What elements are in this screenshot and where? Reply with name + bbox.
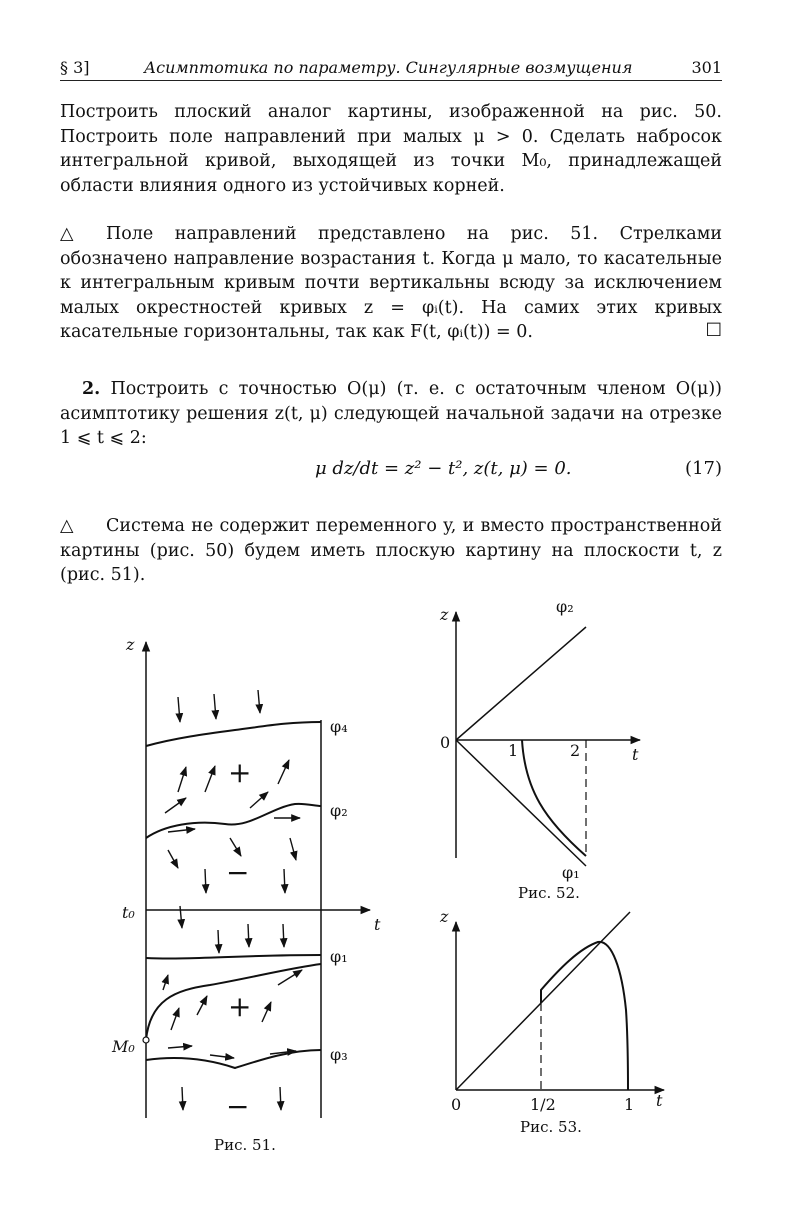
fig51-phi3-label: φ₃ (330, 1045, 348, 1064)
fig52-line-phi2 (456, 627, 586, 740)
curve-phi4 (146, 722, 321, 746)
problem-2-text: Построить с точностью O(μ) (т. е. с остаточным членом O(μ)) асимптотику решения z(t, μ) следующей начальной задачи на отрезке 1 ⩽ t ⩽ 2: (60, 379, 722, 448)
figure-53 (456, 912, 664, 1090)
fig53-caption: Рис. 53. (520, 1118, 582, 1136)
fig53-t-label: t (656, 1091, 663, 1110)
fig53-z-label: z (440, 907, 449, 926)
fig52-tick1: 1 (508, 741, 519, 760)
fig51-labels (111, 635, 381, 1154)
page-number: 301 (691, 58, 722, 77)
fig53-tick1: 1 (624, 1095, 635, 1114)
fig52-line-phi1 (456, 740, 586, 866)
curve-phi3 (146, 1050, 321, 1068)
fig51-phi4-label: φ₄ (330, 717, 348, 736)
qed-square: □ (705, 319, 722, 339)
fig51-z-label: z (126, 635, 135, 654)
fig51-phi1-label: φ₁ (330, 947, 348, 966)
direction-field-arrows (163, 690, 302, 1110)
fig51-m0-label: M₀ (112, 1037, 135, 1056)
fig51-phi2-label: φ₂ (330, 801, 348, 820)
chapter-title: Асимптотика по параметру. Сингулярные возмущения (144, 58, 633, 77)
fig52-z-label: z (440, 605, 449, 624)
triangle-mark: △ (60, 224, 74, 244)
fig52-origin: 0 (440, 733, 451, 752)
fig53-labels (439, 907, 663, 1136)
fig52-phi1-label: φ₁ (562, 863, 580, 882)
fig51-t-label: t (374, 915, 381, 934)
problem-number: 2. (82, 379, 101, 399)
fig51-sign-upper-plus: + (228, 756, 252, 789)
curve-phi2 (146, 804, 321, 838)
fig51-sign-lower-minus: − (226, 1090, 250, 1123)
fig51-caption: Рис. 51. (214, 1136, 276, 1154)
equation-body: μ dz/dt = z² − t², z(t, μ) = 0. (315, 458, 572, 479)
fig51-sign-lower-plus: + (228, 990, 252, 1023)
fig53-tick-half: 1/2 (530, 1095, 556, 1114)
figure-52 (456, 612, 640, 866)
paragraph-task: Построить плоский аналог картины, изображенной на рис. 50. Построить поле направлений при малых μ > 0. Сделать набросок интегральной кривой, выходящей из точки M₀, принадлежащей области влияния одного из устойчивых корней. (60, 102, 722, 196)
section-number: § 3] (60, 58, 90, 77)
point-M0 (143, 1037, 149, 1043)
fig53-solution-curve (541, 942, 628, 1090)
fig52-phi2-label: φ₂ (556, 597, 574, 616)
fig52-t-label: t (632, 745, 639, 764)
fig52-caption: Рис. 52. (518, 884, 580, 902)
solution-1-text: Поле направлений представлено на рис. 51. Стрелками обозначено направление возрастания t. Когда μ мало, то касательные к интегральным кривым почти вертикальны всюду за исключением малых окрестностей кривых z = φᵢ(t). На самих этих кривых касательные горизонтальны, так как F(t, φᵢ(t)) = 0. (60, 224, 722, 342)
fig51-sign-upper-minus: − (226, 856, 250, 889)
fig53-diagonal (456, 912, 630, 1090)
fig52-labels (439, 597, 639, 902)
curve-phi1-upper (146, 955, 321, 958)
triangle-mark: △ (60, 516, 74, 536)
solution-2-text: Система не содержит переменного y, и вместо пространственной картины (рис. 50) будем иметь плоскую картину на плоскости t, z (рис. 51). (60, 516, 722, 585)
equation-number: (17) (685, 458, 722, 479)
fig51-t0-label: t₀ (122, 903, 135, 922)
fig52-tick2: 2 (570, 741, 581, 760)
fig53-origin: 0 (451, 1095, 462, 1114)
